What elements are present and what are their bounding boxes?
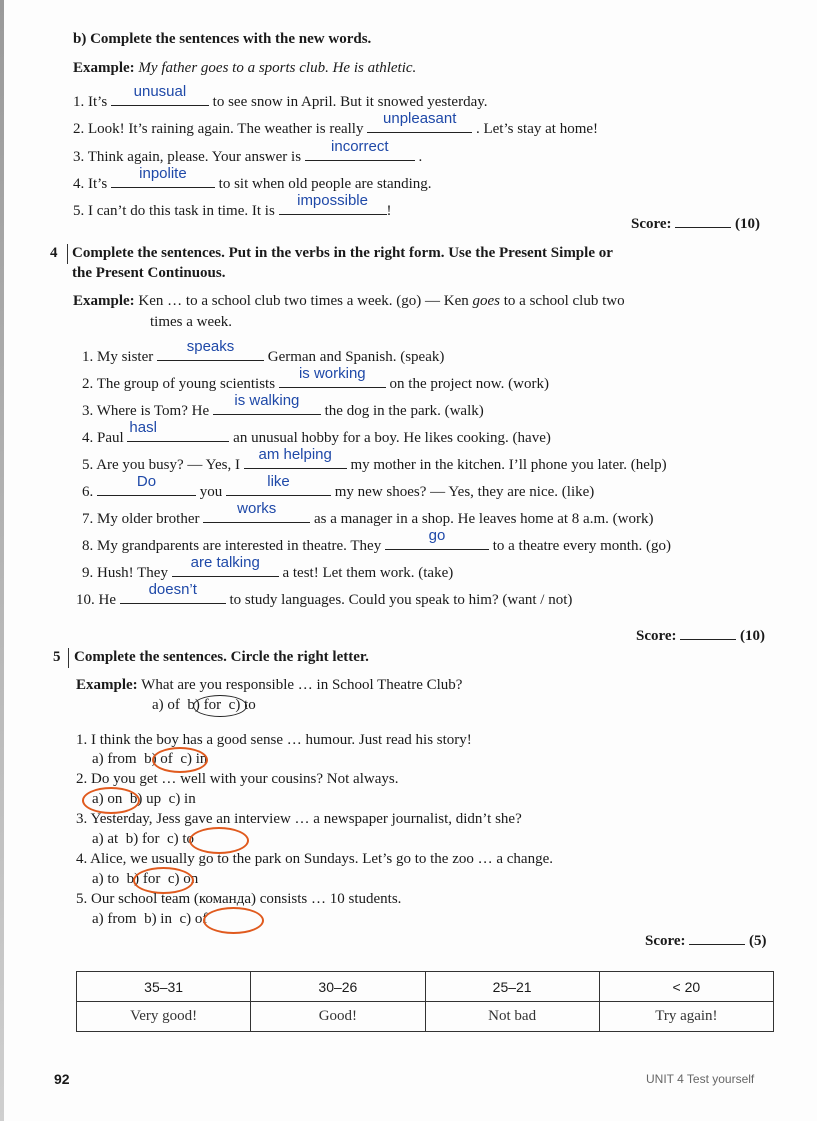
s4-item-2: 2. The group of young scientists is working on the project now. (work) — [82, 365, 549, 392]
answer-blank[interactable] — [127, 419, 229, 442]
rating-cell: Not bad — [425, 1002, 599, 1032]
score-blank[interactable] — [689, 931, 745, 945]
s3-item-2: 2. Look! It’s raining again. The weather is really unpleasant . Let’s stay at home! — [73, 110, 599, 137]
section-4-heading-line1: Complete the sentences. Put in the verbs in the right form. Use the Present Simple or — [72, 245, 613, 261]
s3-item-4: 4. It’s inpolite to sit when old people are standing. — [73, 165, 432, 192]
answer-circle-mark — [189, 827, 249, 854]
score-blank[interactable] — [675, 214, 731, 228]
handwritten-answer: like — [267, 473, 290, 490]
answer-circle-mark — [203, 907, 264, 934]
handwritten-answer: inpolite — [139, 165, 187, 182]
answer-blank[interactable] — [111, 83, 209, 106]
range-cell: < 20 — [599, 972, 773, 1002]
table-row — [77, 1002, 774, 1032]
handwritten-answer: am helping — [258, 446, 332, 463]
s5-item-1-options: a) from b) of c) in — [92, 751, 208, 767]
s3-item-5: 5. I can’t do this task in time. It is impossible ! — [73, 192, 392, 219]
answer-blank[interactable] — [172, 554, 279, 577]
s5-item-5-options: a) from b) in c) of — [92, 911, 208, 927]
page-number: 92 — [54, 1071, 70, 1087]
s4-item-9: 9. Hush! They are talking a test! Let them work. (take) — [82, 554, 454, 581]
s5-item-3-question: 3. Yesterday, Jess gave an interview … a newspaper journalist, didn’t she? — [76, 811, 522, 827]
handwritten-answer: doesn’t — [148, 581, 197, 598]
s4-item-7: 7. My older brother works as a manager in a shop. He leaves home at 8 a.m. (work) — [82, 500, 654, 527]
section-bracket — [67, 244, 68, 264]
handwritten-answer: hasl — [129, 419, 157, 436]
section-5-heading: Complete the sentences. Circle the right letter. — [74, 649, 369, 665]
s5-item-2-options: a) on b) up c) in — [92, 791, 196, 807]
answer-blank[interactable] — [97, 473, 196, 496]
section-4-example: Example: Ken … to a school club two times a week. (go) — Ken goes to a school club two — [73, 293, 625, 309]
handwritten-answer: is working — [298, 365, 366, 382]
s5-item-4-options: a) to b) for c) on — [92, 871, 199, 887]
s4-item-5: 5. Are you busy? — Yes, I am helping my mother in the kitchen. I’ll phone you later. (help) — [82, 446, 667, 473]
s4-item-4: 4. Paul hasl an unusual hobby for a boy. He likes cooking. (have) — [82, 419, 551, 446]
s3-item-3: 3. Think again, please. Your answer is incorrect . — [73, 138, 423, 165]
range-cell: 30–26 — [251, 972, 425, 1002]
handwritten-answer: unpleasant — [383, 110, 457, 127]
answer-blank[interactable] — [244, 446, 347, 469]
handwritten-answer: works — [237, 500, 277, 517]
handwritten-answer: incorrect — [331, 138, 389, 155]
section-3b-example: Example: My father goes to a sports club. He is athletic. — [73, 60, 417, 76]
answer-blank[interactable] — [385, 527, 489, 550]
section-4-number: 4 — [50, 245, 58, 261]
page-edge — [0, 0, 4, 1121]
handwritten-answer: Do — [136, 473, 157, 490]
handwritten-answer: is walking — [234, 392, 300, 409]
s5-item-3-options: a) at b) for c) to — [92, 831, 195, 847]
answer-blank[interactable] — [305, 138, 415, 161]
s5-item-1-question: 1. I think the boy has a good sense … humour. Just read his story! — [76, 732, 472, 748]
rating-cell: Very good! — [77, 1002, 251, 1032]
s5-item-5-question: 5. Our school team (команда) consists … 10 students. — [76, 891, 402, 907]
score-blank[interactable] — [680, 626, 736, 640]
section-4-example-cont: times a week. — [150, 314, 233, 330]
answer-blank[interactable] — [213, 392, 321, 415]
answer-blank[interactable] — [203, 500, 310, 523]
answer-blank[interactable] — [367, 110, 472, 133]
answer-blank[interactable] — [279, 192, 387, 215]
section-3b-heading: b) Complete the sentences with the new words. — [73, 31, 372, 47]
s5-item-2-question: 2. Do you get … well with your cousins? Not always. — [76, 771, 399, 787]
s4-score: Score: (10) — [636, 628, 766, 644]
handwritten-answer: go — [428, 527, 446, 544]
section-5-example-options: a) of b) for c) to — [152, 697, 256, 713]
table-row — [77, 972, 774, 1002]
s4-item-1: 1. My sister speaks German and Spanish. (speak) — [82, 338, 445, 365]
s5-item-4-question: 4. Alice, we usually go to the park on Sundays. Let’s go to the zoo … a change. — [76, 851, 553, 867]
s4-item-10: 10. He doesn’t to study languages. Could you speak to him? (want / not) — [76, 581, 573, 608]
rating-cell: Try again! — [599, 1002, 773, 1032]
s4-item-3: 3. Where is Tom? He is walking the dog in the park. (walk) — [82, 392, 484, 419]
s5-score: Score: (5) — [645, 933, 767, 949]
answer-blank[interactable] — [279, 365, 386, 388]
s3-score: Score: (10) — [631, 216, 761, 232]
answer-blank[interactable] — [157, 338, 264, 361]
s4-item-8: 8. My grandparents are interested in theatre. They go to a theatre every month. (go) — [82, 527, 671, 554]
s4-item-6: 6. Do you like my new shoes? — Yes, they are nice. (like) — [82, 473, 595, 500]
range-cell: 35–31 — [77, 972, 251, 1002]
section-4-heading-line2: the Present Continuous. — [72, 265, 226, 281]
range-cell: 25–21 — [425, 972, 599, 1002]
s3-item-1: 1. It’s unusual to see snow in April. But it snowed yesterday. — [73, 83, 488, 110]
handwritten-answer: are talking — [190, 554, 260, 571]
handwritten-answer: impossible — [297, 192, 368, 209]
rating-cell: Good! — [251, 1002, 425, 1032]
section-5-example: Example: What are you responsible … in School Theatre Club? — [76, 677, 463, 693]
handwritten-answer: speaks — [186, 338, 235, 355]
score-results-table — [76, 971, 774, 1032]
section-bracket — [68, 648, 69, 668]
handwritten-answer: unusual — [133, 83, 187, 100]
section-5-number: 5 — [53, 649, 61, 665]
answer-blank[interactable] — [226, 473, 331, 496]
unit-footer: UNIT 4 Test yourself — [646, 1072, 755, 1086]
answer-blank[interactable] — [120, 581, 226, 604]
answer-blank[interactable] — [111, 165, 215, 188]
